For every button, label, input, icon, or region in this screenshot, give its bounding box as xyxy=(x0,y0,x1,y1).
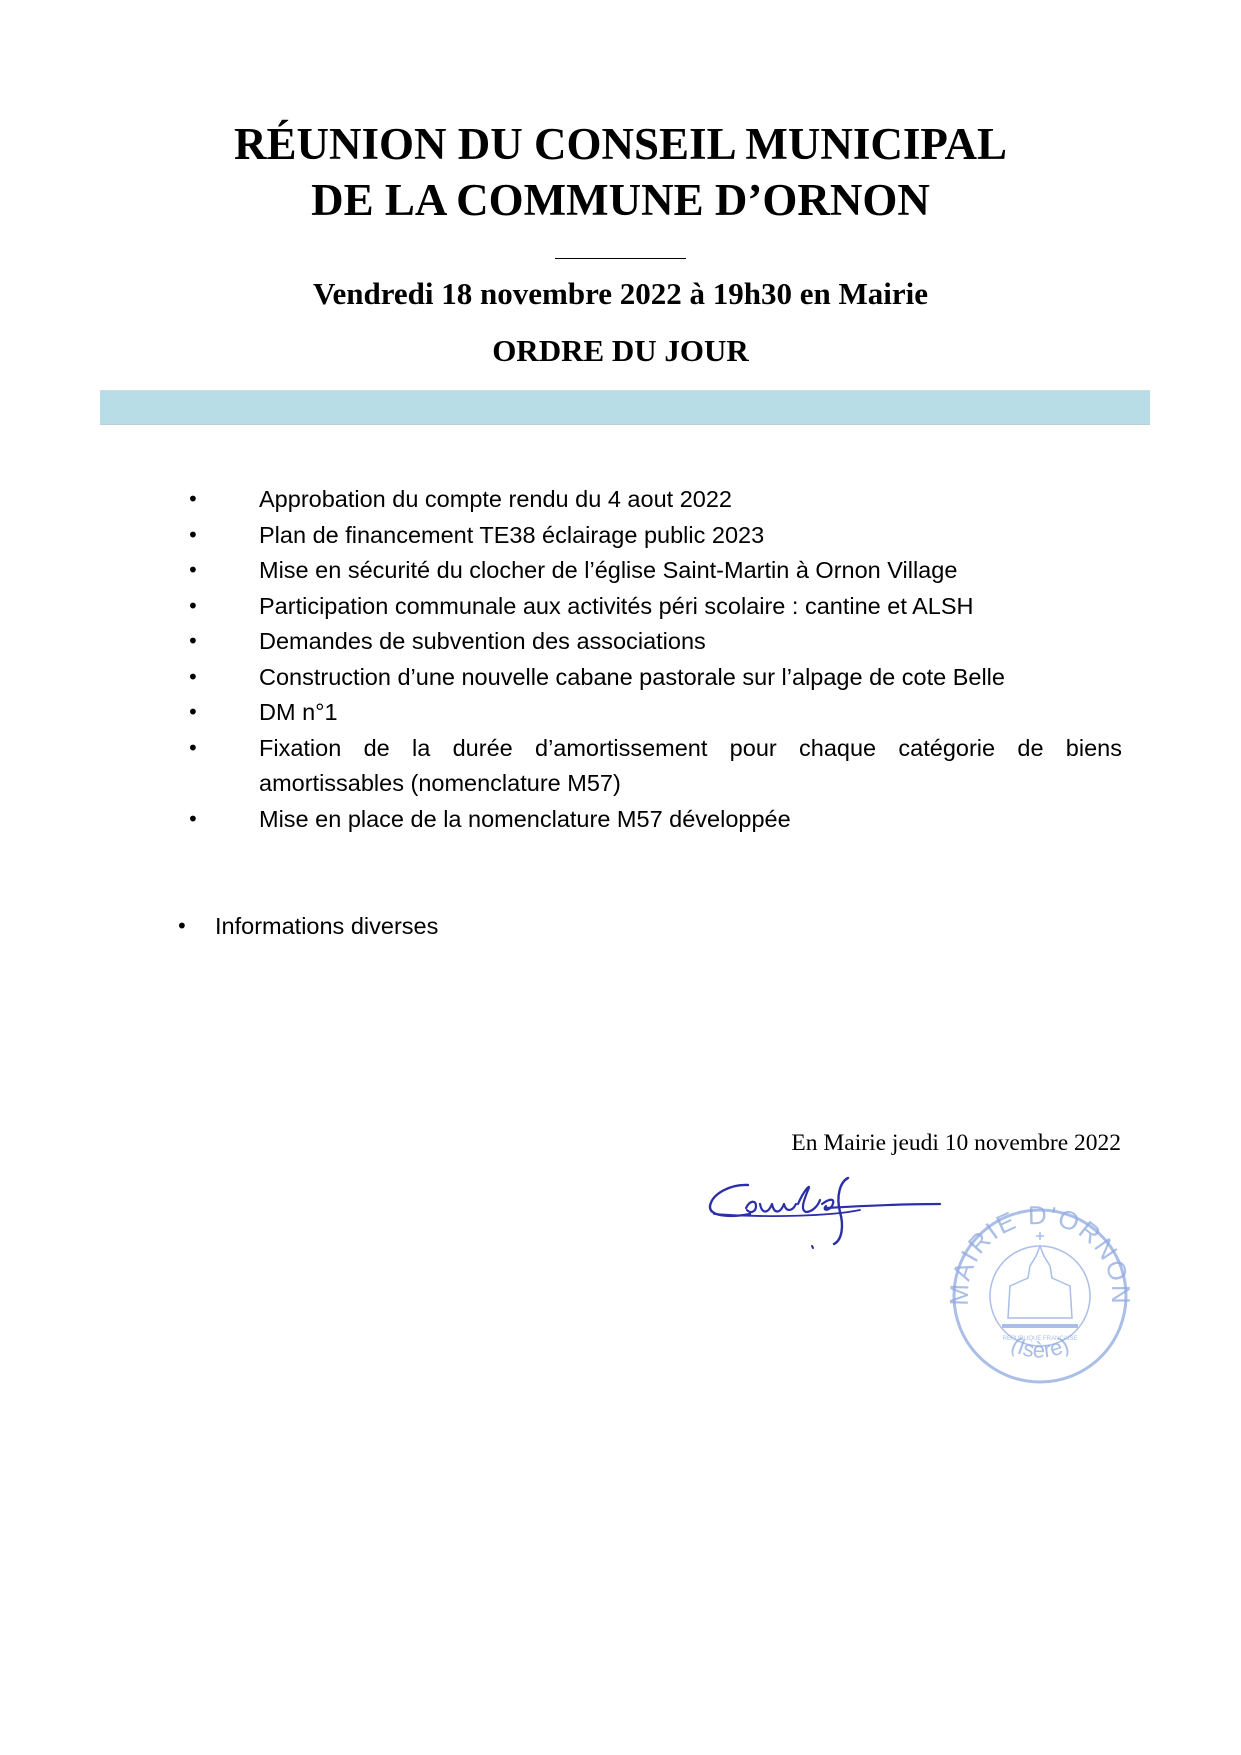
bullet-icon: • xyxy=(187,806,199,831)
bullet-icon: • xyxy=(187,522,199,547)
agenda-item-text: Mise en place de la nomenclature M57 développée xyxy=(259,805,791,832)
misc-item-label: Informations diverses xyxy=(215,913,439,939)
agenda-item xyxy=(0,553,1241,589)
agenda-item xyxy=(0,518,1241,554)
title-divider xyxy=(555,258,686,259)
mairie-stamp xyxy=(940,1186,1140,1386)
bullet-icon: • xyxy=(187,735,199,760)
agenda-item xyxy=(0,589,1241,625)
agenda-item-text: Participation communale aux activités péri scolaire : cantine et ALSH xyxy=(259,592,974,619)
meeting-date: Vendredi 18 novembre 2022 à 19h30 en Mairie xyxy=(312,276,929,311)
stamp-bottom-text: (Isère) xyxy=(1007,1331,1073,1363)
agenda-heading: ORDRE DU JOUR xyxy=(492,333,749,368)
decorative-band xyxy=(100,390,1150,425)
agenda-item-text: Plan de financement TE38 éclairage public 2023 xyxy=(259,521,765,548)
agenda-item xyxy=(0,802,1241,838)
bullet-icon: • xyxy=(187,664,199,689)
agenda-item xyxy=(0,731,1241,802)
agenda-item xyxy=(0,695,1241,731)
stamp-banner-text: RÉPUBLIQUE FRANÇAISE xyxy=(1002,1336,1078,1342)
bullet-icon: • xyxy=(187,558,199,582)
agenda-item xyxy=(0,660,1241,696)
bullet-icon: • xyxy=(187,629,199,653)
agenda-list xyxy=(0,482,1241,837)
title-line-2: DE LA COMMUNE D’ORNON xyxy=(311,175,930,225)
agenda-item xyxy=(0,624,1241,660)
bullet-icon: • xyxy=(176,914,188,938)
signature-strokes xyxy=(710,1178,940,1248)
agenda-item-text: Fixation de la durée d’amortissement pour chaque catégorie de biens amortissables (nomenclature M57) xyxy=(259,734,1122,796)
bullet-icon: • xyxy=(187,593,199,618)
agenda-item xyxy=(0,482,1241,518)
bullet-icon: • xyxy=(187,487,199,511)
agenda-item-text: Mise en sécurité du clocher de l’église Saint-Martin à Ornon Village xyxy=(259,557,958,583)
bullet-icon: • xyxy=(187,700,199,724)
title-line-1: RÉUNION DU CONSEIL MUNICIPAL xyxy=(234,119,1007,169)
agenda-item-text: Demandes de subvention des associations xyxy=(259,628,706,654)
place-and-date: En Mairie jeudi 10 novembre 2022 xyxy=(791,1130,1121,1156)
stamp-top-text: MAIRIE D'ORNON xyxy=(943,1199,1137,1307)
agenda-item-text: Approbation du compte rendu du 4 aout 2022 xyxy=(259,486,732,512)
agenda-item-text: Construction d’une nouvelle cabane pastorale sur l’alpage de cote Belle xyxy=(259,663,1005,690)
agenda-item-text: DM n°1 xyxy=(259,699,338,725)
